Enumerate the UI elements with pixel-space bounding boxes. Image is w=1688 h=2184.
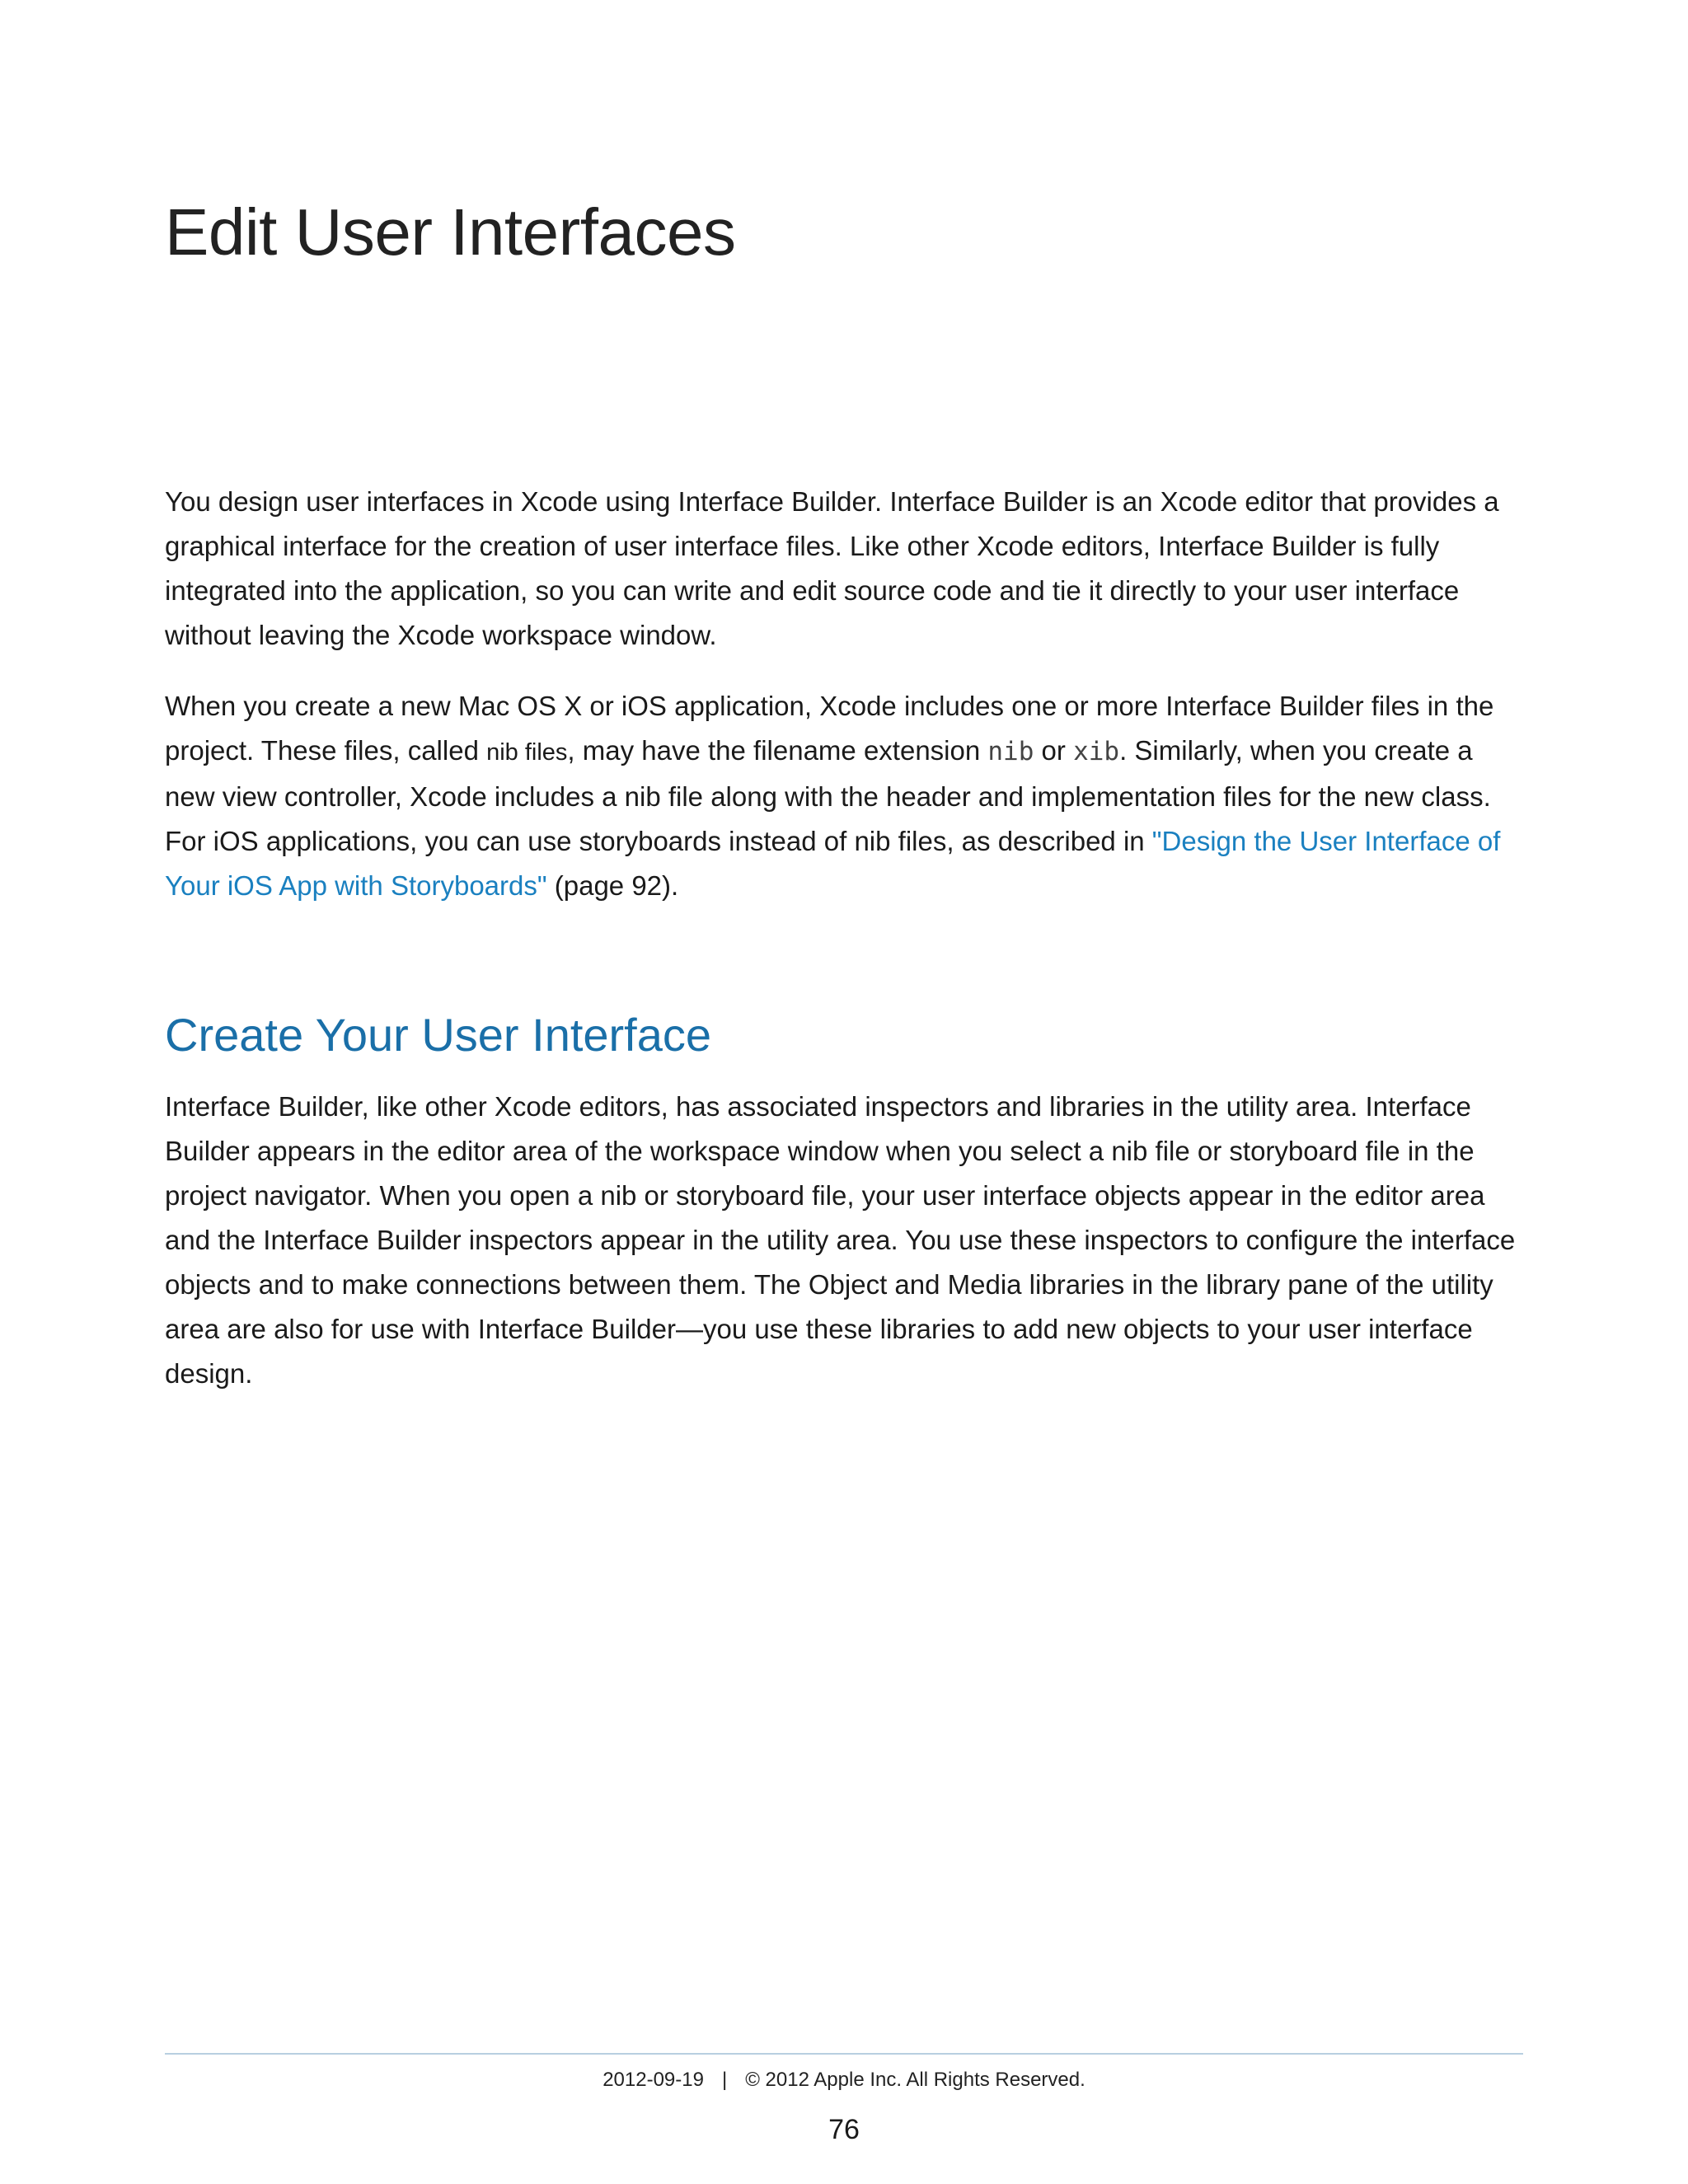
- code-xib: xib: [1073, 737, 1120, 766]
- document-page: [165, 0, 1523, 2184]
- footer-copyright: © 2012 Apple Inc. All Rights Reserved.: [745, 2069, 1085, 2091]
- footer: [165, 2067, 1523, 2093]
- section-paragraph-1: Interface Builder, like other Xcode editors, has associated inspectors and libraries in the utility area. Interface Builder appears in the editor area of the workspace window when you select a nib file or storyboard file in the project navigator. When you open a nib or storyboard file, your user interface objects appear in the editor area and the Interface Builder inspectors appear in the utility area. You use these inspectors to configure the interface objects and to make connections between them. The Object and Media libraries in the library pane of the utility area are also for use with Interface Builder—you use these libraries to add new objects to your user interface design.: [165, 1091, 1516, 1389]
- intro-p2-text-5: (page 92).: [546, 870, 679, 901]
- term-nib-files: nib files: [486, 739, 568, 766]
- page-number: 76: [828, 2114, 860, 2145]
- storyboards-link[interactable]: "Design the User Interface of Your iOS App with Storyboards": [165, 826, 1501, 901]
- intro-paragraph-2: [165, 684, 1523, 908]
- footer-separator: |: [721, 2069, 728, 2091]
- intro-p2-text-1: When you create a new Mac OS X or iOS application, Xcode includes one or more Interface Builder files in the project. These files, called: [165, 691, 1494, 766]
- chapter-title: Edit User Interfaces: [165, 195, 736, 269]
- section-heading: Create Your User Interface: [165, 1009, 712, 1061]
- intro-p2-text-4: . Similarly, when you create a new view controller, Xcode includes a nib file along with the header and implementation files for the new class. For iOS applications, you can use storyboards instead of nib files, as described in: [165, 735, 1491, 856]
- code-nib: nib: [987, 737, 1034, 766]
- intro-p2-text-3: or: [1034, 735, 1074, 766]
- intro-paragraph-1: You design user interfaces in Xcode using Interface Builder. Interface Builder is an Xcode editor that provides a graphical interface for the creation of user interface files. Like other Xcode editors, Interface Builder is fully integrated into the application, so you can write and edit source code and tie it directly to your user interface without leaving the Xcode workspace window.: [165, 486, 1499, 650]
- footer-divider: [165, 2053, 1523, 2055]
- intro-p2-text-2: , may have the filename extension: [567, 735, 988, 766]
- footer-date: 2012-09-19: [603, 2069, 704, 2091]
